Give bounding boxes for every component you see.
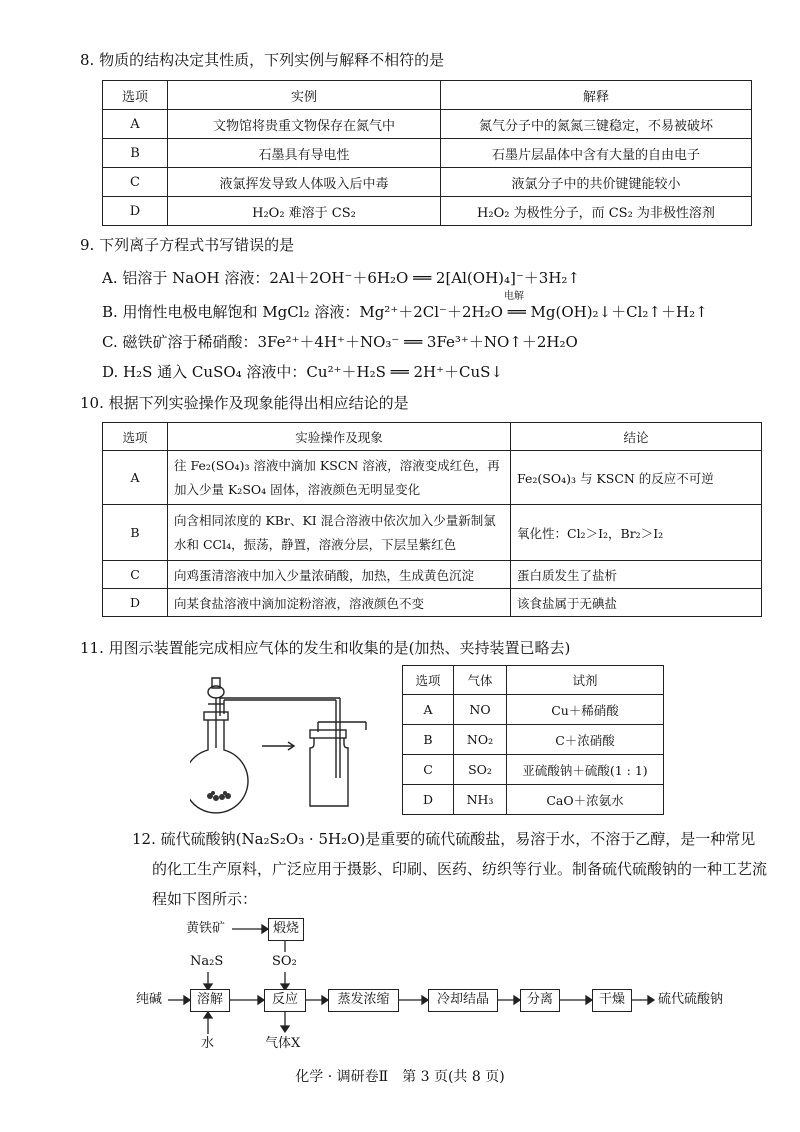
q11-cell: C＋浓硝酸 bbox=[507, 725, 664, 755]
q11-cell: Cu＋稀硝酸 bbox=[507, 695, 664, 725]
q9-option-b: B. 用惰性电极电解饱和 MgCl₂ 溶液：Mg²⁺＋2Cl⁻＋2H₂O ══ Mg(OH)₂↓＋Cl₂↑＋H₂↑ bbox=[102, 303, 708, 321]
q8-stem: 8. 物质的结构决定其性质，下列实例与解释不相符的是 bbox=[80, 51, 445, 69]
q8-cell: 石墨片层晶体中含有大量的自由电子 bbox=[441, 139, 752, 168]
q11-header-reagent: 试剂 bbox=[507, 666, 664, 695]
q11-cell: NO bbox=[454, 695, 507, 725]
flow-evaporate-box: 蒸发浓缩 bbox=[328, 989, 399, 1012]
flow-product: 硫代硫酸钠 bbox=[658, 992, 724, 1007]
q10-cell: 向含相同浓度的 KBr、KI 混合溶液中依次加入少量新制氯水和 CCl₄，振荡，静置，溶液分层，下层呈紫红色 bbox=[168, 505, 511, 561]
q11-header-gas: 气体 bbox=[454, 666, 507, 695]
q11-cell: CaO＋浓氨水 bbox=[507, 785, 664, 815]
q8-cell: A bbox=[103, 110, 168, 139]
q8-cell: D bbox=[103, 197, 168, 226]
q8-cell: H₂O₂ 为极性分子，而 CS₂ 为非极性溶剂 bbox=[441, 197, 752, 226]
q11-cell: A bbox=[403, 695, 454, 725]
q11-cell: SO₂ bbox=[454, 755, 507, 785]
q11-cell: D bbox=[403, 785, 454, 815]
q10-cell: Fe₂(SO₄)₃ 与 KSCN 的反应不可逆 bbox=[511, 451, 762, 505]
q10-cell: 向某食盐溶液中滴加淀粉溶液，溶液颜色不变 bbox=[168, 589, 511, 617]
q10-cell: A bbox=[103, 451, 168, 505]
q10-cell: C bbox=[103, 561, 168, 589]
q10-cell: 氧化性：Cl₂＞I₂，Br₂＞I₂ bbox=[511, 505, 762, 561]
q12-stem: 12. 硫代硫酸钠(Na₂S₂O₃ · 5H₂O)是重要的硫代硫酸盐，易溶于水，不溶于乙醇，是一种常见的化工生产原料，广泛应用于摄影、印刷、医药、纺织等行业。制备硫代硫酸钠的一种工艺流程如下图所示： bbox=[132, 830, 768, 908]
q11-header-option: 选项 bbox=[403, 666, 454, 695]
q10-cell: 向鸡蛋清溶液中加入少量浓硝酸，加热，生成黄色沉淀 bbox=[168, 561, 511, 589]
q10-cell: 该食盐属于无碘盐 bbox=[511, 589, 762, 617]
q10-header-operation: 实验操作及现象 bbox=[168, 423, 511, 451]
flow-separate-box: 分离 bbox=[520, 989, 560, 1012]
q10-header-conclusion: 结论 bbox=[511, 423, 762, 451]
flow-dissolve-box: 溶解 bbox=[190, 989, 230, 1012]
q9-stem: 9. 下列离子方程式书写错误的是 bbox=[80, 236, 295, 254]
q8-header-example: 实例 bbox=[168, 81, 441, 110]
q8-header-explanation: 解释 bbox=[441, 81, 752, 110]
q10-cell: B bbox=[103, 505, 168, 561]
q8-cell: C bbox=[103, 168, 168, 197]
q10-cell: D bbox=[103, 589, 168, 617]
flow-na2s: Na₂S bbox=[190, 954, 224, 969]
q8-cell: 石墨具有导电性 bbox=[168, 139, 441, 168]
q11-cell: NO₂ bbox=[454, 725, 507, 755]
q10-cell: 往 Fe₂(SO₄)₃ 溶液中滴加 KSCN 溶液，溶液变成红色，再加入少量 K₂SO₄ 固体，溶液颜色无明显变化 bbox=[168, 451, 511, 505]
flow-soda: 纯碱 bbox=[136, 992, 163, 1007]
flow-react-box: 反应 bbox=[264, 989, 306, 1012]
page-footer: 化学 · 调研卷Ⅱ 第 3 页(共 8 页) bbox=[295, 1069, 505, 1085]
flow-calcine-box: 煅烧 bbox=[268, 918, 304, 941]
q8-cell: H₂O₂ 难溶于 CS₂ bbox=[168, 197, 441, 226]
q8-cell: 液氯分子中的共价键键能较小 bbox=[441, 168, 752, 197]
q8-header-option: 选项 bbox=[103, 81, 168, 110]
flow-water: 水 bbox=[201, 1036, 215, 1051]
flow-dry-box: 干燥 bbox=[592, 989, 632, 1012]
flow-crystallize-box: 冷却结晶 bbox=[428, 989, 498, 1012]
q11-cell: 亚硫酸钠＋硫酸(1 : 1) bbox=[507, 755, 664, 785]
q11-cell: C bbox=[403, 755, 454, 785]
q9-option-d: D. H₂S 通入 CuSO₄ 溶液中：Cu²⁺＋H₂S ══ 2H⁺＋CuS↓ bbox=[102, 363, 503, 381]
q11-stem: 11. 用图示装置能完成相应气体的发生和收集的是(加热、夹持装置已略去) bbox=[80, 639, 571, 657]
q8-cell: 液氯挥发导致人体吸入后中毒 bbox=[168, 168, 441, 197]
q8-cell: B bbox=[103, 139, 168, 168]
electrolysis-label: 电解 bbox=[504, 291, 524, 302]
flow-so2: SO₂ bbox=[272, 954, 297, 969]
flow-pyrite: 黄铁矿 bbox=[186, 921, 226, 936]
q10-stem: 10. 根据下列实验操作及现象能得出相应结论的是 bbox=[80, 394, 409, 412]
q10-cell: 蛋白质发生了盐析 bbox=[511, 561, 762, 589]
q11-cell: NH₃ bbox=[454, 785, 507, 815]
q9-option-c: C. 磁铁矿溶于稀硝酸：3Fe²⁺＋4H⁺＋NO₃⁻ ══ 3Fe³⁺＋NO↑＋2H₂O bbox=[102, 333, 578, 351]
q10-header-option: 选项 bbox=[103, 423, 168, 451]
q8-cell: 文物馆将贵重文物保存在氮气中 bbox=[168, 110, 441, 139]
q8-cell: 氮气分子中的氮氮三键稳定，不易被破坏 bbox=[441, 110, 752, 139]
q9-option-a: A. 铝溶于 NaOH 溶液：2Al＋2OH⁻＋6H₂O ══ 2[Al(OH)₄]⁻＋3H₂↑ bbox=[102, 269, 580, 287]
flow-gas-x: 气体X bbox=[265, 1036, 301, 1051]
q11-cell: B bbox=[403, 725, 454, 755]
